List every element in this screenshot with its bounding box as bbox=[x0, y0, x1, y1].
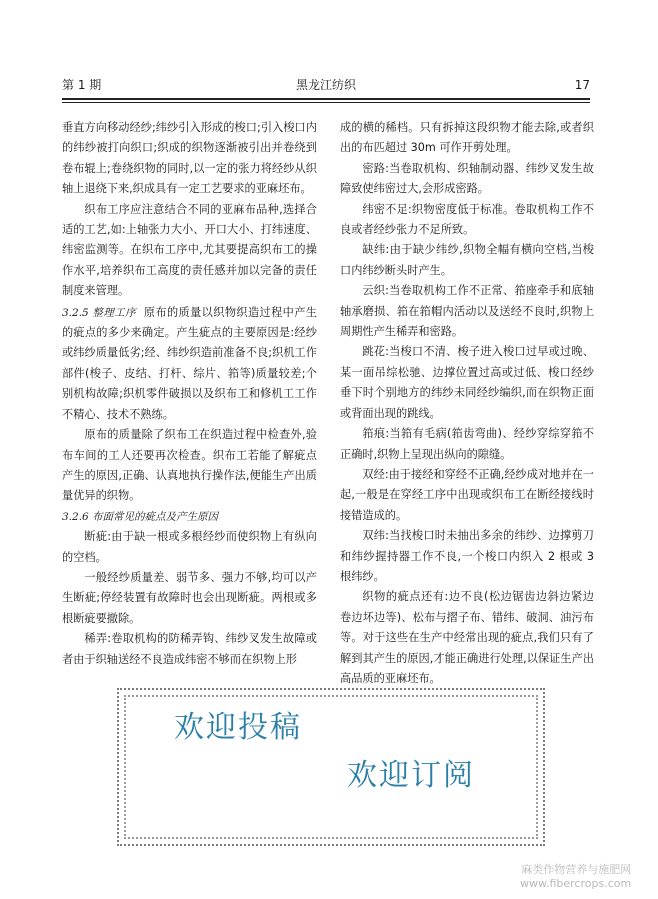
running-header bbox=[62, 76, 590, 94]
paragraph: 跳花:当梭口不清、梭子进入梭口过早或过晚、某一面吊综松驰、边撑位置过高或过低、梭口经纱垂下时个别地方的纬纱未同经纱编织,而在织物正面或背面出现的跳线。 bbox=[340, 345, 594, 420]
paragraph: 垂直方向移动经纱;纬纱引入形成的梭口;引入梭口内的纬纱被打向织口;织成的织物逐渐被引出并卷绕到卷布辊上;卷绕织物的同时,以一定的张力将经纱从织轴上退绕下来,织成具有一定工艺要求的亚麻坯布。 bbox=[62, 121, 317, 196]
section-text: 原布的质量以织物织造过程中产生的疵点的多少来确定。产生疵点的主要原因是:经纱或纬纱质量低劣;经、纬纱织造前准备不良;织机工作部件(梭子、皮结、打杆、综片、筘等)质量较差;个别机构故障;织机零件破损以及织布工和修机工工作不精心、技术不熟练。 bbox=[62, 305, 317, 421]
paragraph: 一般经纱质量差、弱节多、强力不够,均可以产生断疵;停经装置有故障时也会出现断疵。两根或多根断疵要撤除。 bbox=[62, 570, 317, 625]
paragraph: 双纬:当找梭口时未抽出多余的纬纱、边撑剪刀和纬纱握持器工作不良,一个梭口内织入 2 根或 3 根纬纱。 bbox=[340, 529, 594, 583]
section-heading: 3.2.5 整理工序 bbox=[62, 306, 136, 319]
subsection-heading: 3.2.6 布面常见的疵点及产生原因 bbox=[62, 510, 219, 523]
page-number: 17 bbox=[574, 78, 590, 92]
watermark-line1: 麻类作物营养与施肥网 bbox=[521, 863, 632, 876]
section-paragraph bbox=[62, 303, 317, 425]
promo-box bbox=[117, 688, 545, 846]
welcome-subscriptions: 欢迎订阅 bbox=[347, 758, 475, 793]
paragraph: 云织:当卷取机构工作不正常、筘座牵手和底轴轴承磨损、筘在筘帽内活动以及送经不良时,织物上周期性产生稀弄和密路。 bbox=[340, 284, 594, 339]
paragraph: 纬密不足:织物密度低于标准。卷取机构工作不良或者经纱张力不足所致。 bbox=[340, 202, 594, 237]
paragraph: 成的横的稀档。只有拆掉这段织物才能去除,或者织出的布匹超过 30m 可作开剪处理。 bbox=[340, 121, 594, 155]
paragraph: 筘痕:当筘有毛病(筘齿弯曲)、经纱穿综穿筘不正确时,织物上呈现出纵向的隙缝。 bbox=[340, 427, 594, 461]
watermark-line2: www.fibercrops.com bbox=[520, 877, 632, 890]
header-rule-thick bbox=[62, 98, 590, 100]
paragraph: 密路:当卷取机构、织轴制动器、纬纱叉发生故障致使纬密过大,会形成密路。 bbox=[340, 161, 594, 196]
paragraph: 织物的疵点还有:边不良(松边锯齿边斜边紧边卷边坏边等)、松布与摺子布、错纬、破洞、油污布等。对于这些在生产中经常出现的疵点,我们只有了解到其产生的原因,才能正确进行处理,以保证生产出高品质的亚麻坯布。 bbox=[340, 590, 594, 685]
journal-title: 黑龙江纺织 bbox=[295, 78, 356, 92]
issue-label: 第 1 期 bbox=[62, 78, 102, 92]
paragraph: 缺纬:由于缺少纬纱,织物全幅有横向空档,当梭口内纬纱断头时产生。 bbox=[340, 243, 594, 277]
left-column bbox=[62, 118, 317, 670]
header-rule-thin bbox=[62, 102, 590, 103]
site-watermark bbox=[520, 863, 631, 891]
paragraph: 断疵:由于缺一根或多根经纱而使织物上有纵向的空档。 bbox=[62, 530, 317, 564]
paragraph: 双经:由于接经和穿经不正确,经纱成对地并在一起,一般是在穿经工序中出现或织布工在断经接线时接错造成的。 bbox=[340, 467, 594, 522]
right-column bbox=[340, 118, 594, 689]
paragraph: 稀弄:卷取机构的防稀弄钩、纬纱叉发生故障或者由于织轴送经不良造成纬密不够而在织物上形 bbox=[62, 632, 317, 666]
paragraph: 织布工序应注意结合不同的亚麻布品种,选择合适的工艺,如:上轴张力大小、开口大小、打纬速度、纬密监测等。在织布工序中,尤其要提高织布工的操作水平,培养织布工高度的责任感并加以完备的责任制度来管理。 bbox=[62, 202, 317, 298]
paragraph: 原布的质量除了织布工在织造过程中检查外,验布车间的工人还要再次检查。织布工若能了解疵点产生的原因,正确、认真地执行操作法,便能生产出质量优异的织物。 bbox=[62, 428, 317, 503]
welcome-submissions: 欢迎投稿 bbox=[174, 710, 302, 745]
